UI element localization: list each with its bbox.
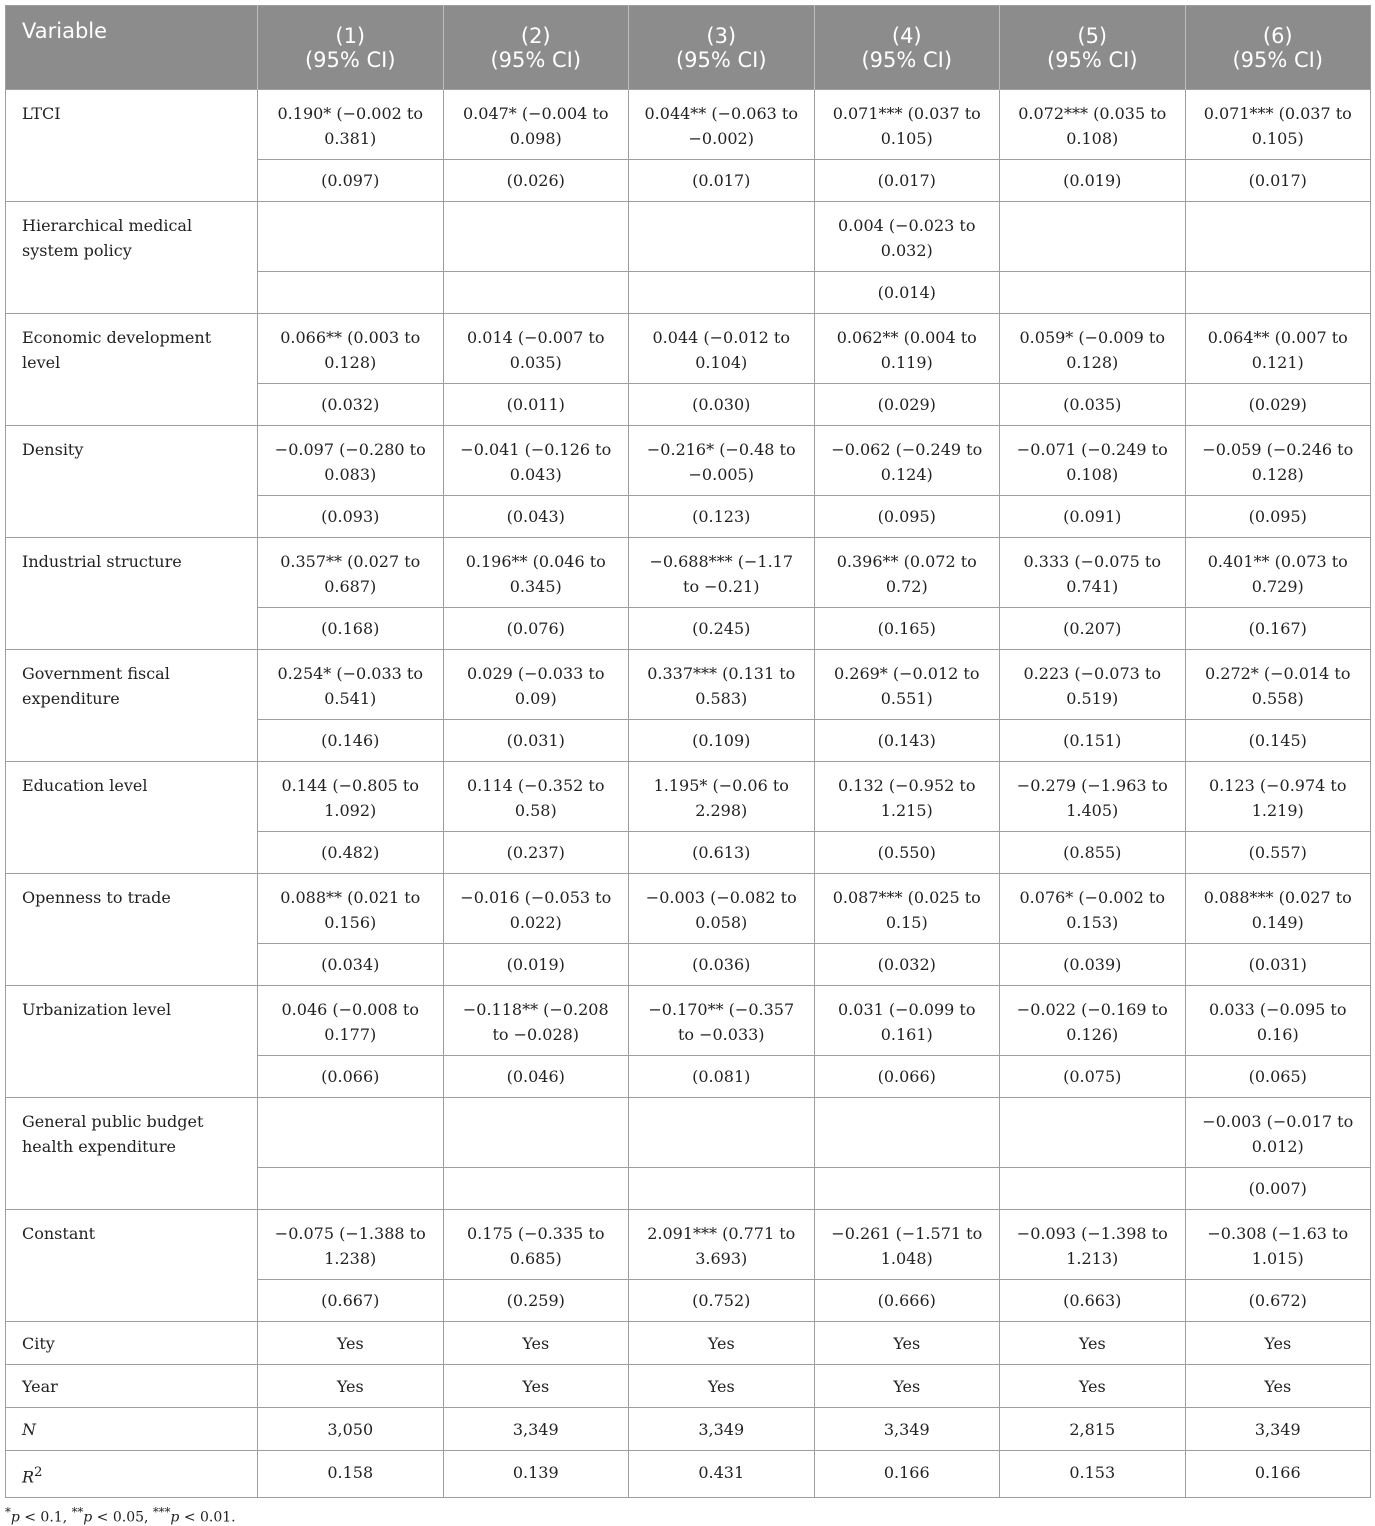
table-row bbox=[6, 650, 1371, 720]
value-cell: Yes bbox=[814, 1365, 1000, 1408]
std-error-cell: (0.035) bbox=[1000, 384, 1186, 426]
coefficient-cell: 0.044** (−0.063 to −0.002) bbox=[629, 90, 815, 160]
coefficient-cell: 0.190* (−0.002 to 0.381) bbox=[258, 90, 444, 160]
std-error-cell: (0.036) bbox=[629, 944, 815, 986]
coefficient-cell: 0.071*** (0.037 to 0.105) bbox=[1185, 90, 1371, 160]
value-cell: Yes bbox=[1000, 1322, 1186, 1365]
std-error-cell: (0.143) bbox=[814, 720, 1000, 762]
std-error-cell: (0.109) bbox=[629, 720, 815, 762]
variable-label: Urbanization level bbox=[6, 986, 258, 1098]
coefficient-cell: 0.031 (−0.099 to 0.161) bbox=[814, 986, 1000, 1056]
row-label-text: Year bbox=[22, 1377, 58, 1396]
std-error-cell: (0.167) bbox=[1185, 608, 1371, 650]
coefficient-cell: 0.059* (−0.009 to 0.128) bbox=[1000, 314, 1186, 384]
coefficient-cell: 0.269* (−0.012 to 0.551) bbox=[814, 650, 1000, 720]
value-cell: 0.139 bbox=[443, 1451, 629, 1498]
coefficient-cell: −0.216* (−0.48 to −0.005) bbox=[629, 426, 815, 496]
std-error-cell bbox=[814, 1168, 1000, 1210]
std-error-cell: (0.031) bbox=[443, 720, 629, 762]
coefficient-cell: −0.041 (−0.126 to 0.043) bbox=[443, 426, 629, 496]
std-error-cell: (0.007) bbox=[1185, 1168, 1371, 1210]
variable-label: Industrial structure bbox=[6, 538, 258, 650]
std-error-cell bbox=[629, 272, 815, 314]
coefficient-cell: 0.088** (0.021 to 0.156) bbox=[258, 874, 444, 944]
coefficient-cell: 0.144 (−0.805 to 1.092) bbox=[258, 762, 444, 832]
coefficient-cell: −0.071 (−0.249 to 0.108) bbox=[1000, 426, 1186, 496]
coefficient-cell: 0.401** (0.073 to 0.729) bbox=[1185, 538, 1371, 608]
variable-label: General public budget health expenditure bbox=[6, 1098, 258, 1210]
std-error-cell: (0.046) bbox=[443, 1056, 629, 1098]
coefficient-cell: 0.337*** (0.131 to 0.583) bbox=[629, 650, 815, 720]
coefficient-cell: −0.170** (−0.357 to −0.033) bbox=[629, 986, 815, 1056]
coefficient-cell: 0.333 (−0.075 to 0.741) bbox=[1000, 538, 1186, 608]
value-cell: Yes bbox=[629, 1322, 815, 1365]
value-cell: Yes bbox=[443, 1322, 629, 1365]
table-header bbox=[6, 6, 1371, 90]
header-col-2: (2) (95% CI) bbox=[443, 6, 629, 90]
std-error-cell: (0.043) bbox=[443, 496, 629, 538]
header-variable: Variable bbox=[6, 6, 258, 90]
value-cell: 0.166 bbox=[1185, 1451, 1371, 1498]
table-row bbox=[6, 538, 1371, 608]
coefficient-cell: 0.046 (−0.008 to 0.177) bbox=[258, 986, 444, 1056]
std-error-cell: (0.019) bbox=[1000, 160, 1186, 202]
coefficient-cell: 1.195* (−0.06 to 2.298) bbox=[629, 762, 815, 832]
std-error-cell: (0.482) bbox=[258, 832, 444, 874]
coefficient-cell: 0.088*** (0.027 to 0.149) bbox=[1185, 874, 1371, 944]
regression-table bbox=[5, 5, 1371, 1498]
header-col-5: (5) (95% CI) bbox=[1000, 6, 1186, 90]
std-error-cell bbox=[258, 272, 444, 314]
table-row bbox=[6, 1408, 1371, 1451]
table-body bbox=[6, 90, 1371, 1498]
std-error-cell: (0.031) bbox=[1185, 944, 1371, 986]
coefficient-cell bbox=[443, 1098, 629, 1168]
coefficient-cell: 0.064** (0.007 to 0.121) bbox=[1185, 314, 1371, 384]
variable-label: Openness to trade bbox=[6, 874, 258, 986]
coefficient-cell: −0.097 (−0.280 to 0.083) bbox=[258, 426, 444, 496]
std-error-cell: (0.752) bbox=[629, 1280, 815, 1322]
std-error-cell: (0.672) bbox=[1185, 1280, 1371, 1322]
value-cell: 3,349 bbox=[443, 1408, 629, 1451]
row-label bbox=[6, 1322, 258, 1365]
coefficient-cell: −0.118** (−0.208 to −0.028) bbox=[443, 986, 629, 1056]
coefficient-cell: 0.072*** (0.035 to 0.108) bbox=[1000, 90, 1186, 160]
std-error-cell: (0.666) bbox=[814, 1280, 1000, 1322]
variable-label: LTCI bbox=[6, 90, 258, 202]
std-error-cell: (0.123) bbox=[629, 496, 815, 538]
coefficient-cell: 0.223 (−0.073 to 0.519) bbox=[1000, 650, 1186, 720]
std-error-cell: (0.032) bbox=[258, 384, 444, 426]
value-cell: 0.166 bbox=[814, 1451, 1000, 1498]
std-error-cell bbox=[1000, 1168, 1186, 1210]
coefficient-cell: 0.114 (−0.352 to 0.58) bbox=[443, 762, 629, 832]
row-label-sup: 2 bbox=[34, 1465, 43, 1480]
coefficient-cell: 0.254* (−0.033 to 0.541) bbox=[258, 650, 444, 720]
std-error-cell: (0.095) bbox=[814, 496, 1000, 538]
std-error-cell: (0.550) bbox=[814, 832, 1000, 874]
coefficient-cell: −0.022 (−0.169 to 0.126) bbox=[1000, 986, 1186, 1056]
coefficient-cell: 0.132 (−0.952 to 1.215) bbox=[814, 762, 1000, 832]
std-error-cell: (0.039) bbox=[1000, 944, 1186, 986]
variable-label: Density bbox=[6, 426, 258, 538]
row-label-text: City bbox=[22, 1334, 55, 1353]
std-error-cell: (0.011) bbox=[443, 384, 629, 426]
value-cell: 0.431 bbox=[629, 1451, 815, 1498]
std-error-cell: (0.245) bbox=[629, 608, 815, 650]
coefficient-cell: 0.076* (−0.002 to 0.153) bbox=[1000, 874, 1186, 944]
coefficient-cell bbox=[1185, 202, 1371, 272]
coefficient-cell bbox=[629, 202, 815, 272]
table-row bbox=[6, 1365, 1371, 1408]
coefficient-cell: 0.044 (−0.012 to 0.104) bbox=[629, 314, 815, 384]
coefficient-cell: −0.059 (−0.246 to 0.128) bbox=[1185, 426, 1371, 496]
row-label bbox=[6, 1408, 258, 1451]
std-error-cell: (0.237) bbox=[443, 832, 629, 874]
std-error-cell: (0.029) bbox=[1185, 384, 1371, 426]
value-cell: 0.158 bbox=[258, 1451, 444, 1498]
std-error-cell: (0.030) bbox=[629, 384, 815, 426]
std-error-cell bbox=[443, 1168, 629, 1210]
variable-label: Hierarchical medical system policy bbox=[6, 202, 258, 314]
coefficient-cell: 0.062** (0.004 to 0.119) bbox=[814, 314, 1000, 384]
coefficient-cell: −0.279 (−1.963 to 1.405) bbox=[1000, 762, 1186, 832]
table-row bbox=[6, 1451, 1371, 1498]
std-error-cell: (0.019) bbox=[443, 944, 629, 986]
coefficient-cell: 0.047* (−0.004 to 0.098) bbox=[443, 90, 629, 160]
std-error-cell: (0.207) bbox=[1000, 608, 1186, 650]
table-row bbox=[6, 314, 1371, 384]
table-row bbox=[6, 90, 1371, 160]
coefficient-cell: 0.033 (−0.095 to 0.16) bbox=[1185, 986, 1371, 1056]
std-error-cell: (0.066) bbox=[814, 1056, 1000, 1098]
coefficient-cell: −0.308 (−1.63 to 1.015) bbox=[1185, 1210, 1371, 1280]
table-row bbox=[6, 762, 1371, 832]
std-error-cell bbox=[258, 1168, 444, 1210]
value-cell: Yes bbox=[1185, 1365, 1371, 1408]
coefficient-cell: 0.175 (−0.335 to 0.685) bbox=[443, 1210, 629, 1280]
std-error-cell: (0.146) bbox=[258, 720, 444, 762]
coefficient-cell: −0.093 (−1.398 to 1.213) bbox=[1000, 1210, 1186, 1280]
coefficient-cell: 2.091*** (0.771 to 3.693) bbox=[629, 1210, 815, 1280]
std-error-cell: (0.091) bbox=[1000, 496, 1186, 538]
value-cell: 3,349 bbox=[629, 1408, 815, 1451]
row-label bbox=[6, 1365, 258, 1408]
std-error-cell: (0.066) bbox=[258, 1056, 444, 1098]
coefficient-cell: 0.071*** (0.037 to 0.105) bbox=[814, 90, 1000, 160]
coefficient-cell: −0.003 (−0.017 to 0.012) bbox=[1185, 1098, 1371, 1168]
std-error-cell: (0.093) bbox=[258, 496, 444, 538]
std-error-cell: (0.151) bbox=[1000, 720, 1186, 762]
coefficient-cell bbox=[1000, 1098, 1186, 1168]
std-error-cell: (0.076) bbox=[443, 608, 629, 650]
header-col-1: (1) (95% CI) bbox=[258, 6, 444, 90]
std-error-cell: (0.017) bbox=[814, 160, 1000, 202]
std-error-cell bbox=[629, 1168, 815, 1210]
header-col-3: (3) (95% CI) bbox=[629, 6, 815, 90]
value-cell: Yes bbox=[814, 1322, 1000, 1365]
std-error-cell: (0.165) bbox=[814, 608, 1000, 650]
std-error-cell bbox=[443, 272, 629, 314]
std-error-cell bbox=[1000, 272, 1186, 314]
std-error-cell: (0.259) bbox=[443, 1280, 629, 1322]
coefficient-cell: 0.196** (0.046 to 0.345) bbox=[443, 538, 629, 608]
std-error-cell: (0.026) bbox=[443, 160, 629, 202]
value-cell: 3,050 bbox=[258, 1408, 444, 1451]
coefficient-cell: −0.688*** (−1.17 to −0.21) bbox=[629, 538, 815, 608]
coefficient-cell bbox=[1000, 202, 1186, 272]
value-cell: Yes bbox=[1185, 1322, 1371, 1365]
std-error-cell bbox=[1185, 272, 1371, 314]
table-row bbox=[6, 874, 1371, 944]
std-error-cell: (0.145) bbox=[1185, 720, 1371, 762]
std-error-cell: (0.667) bbox=[258, 1280, 444, 1322]
std-error-cell: (0.029) bbox=[814, 384, 1000, 426]
footnote: *p < 0.1, **p < 0.05, ***p < 0.01. bbox=[5, 1505, 236, 1526]
variable-label: Constant bbox=[6, 1210, 258, 1322]
std-error-cell: (0.032) bbox=[814, 944, 1000, 986]
coefficient-cell: −0.016 (−0.053 to 0.022) bbox=[443, 874, 629, 944]
value-cell: 2,815 bbox=[1000, 1408, 1186, 1451]
value-cell: Yes bbox=[1000, 1365, 1186, 1408]
coefficient-cell: 0.123 (−0.974 to 1.219) bbox=[1185, 762, 1371, 832]
value-cell: 3,349 bbox=[814, 1408, 1000, 1451]
header-col-4: (4) (95% CI) bbox=[814, 6, 1000, 90]
coefficient-cell: −0.062 (−0.249 to 0.124) bbox=[814, 426, 1000, 496]
header-col-6: (6) (95% CI) bbox=[1185, 6, 1371, 90]
std-error-cell: (0.017) bbox=[1185, 160, 1371, 202]
value-cell: Yes bbox=[443, 1365, 629, 1408]
coefficient-cell bbox=[258, 1098, 444, 1168]
table-row bbox=[6, 202, 1371, 272]
std-error-cell: (0.855) bbox=[1000, 832, 1186, 874]
std-error-cell: (0.017) bbox=[629, 160, 815, 202]
value-cell: Yes bbox=[258, 1365, 444, 1408]
std-error-cell: (0.034) bbox=[258, 944, 444, 986]
value-cell: Yes bbox=[629, 1365, 815, 1408]
value-cell: 0.153 bbox=[1000, 1451, 1186, 1498]
std-error-cell: (0.075) bbox=[1000, 1056, 1186, 1098]
std-error-cell: (0.557) bbox=[1185, 832, 1371, 874]
variable-label: Education level bbox=[6, 762, 258, 874]
coefficient-cell: 0.357** (0.027 to 0.687) bbox=[258, 538, 444, 608]
row-label bbox=[6, 1451, 258, 1498]
table-row bbox=[6, 1322, 1371, 1365]
coefficient-cell bbox=[629, 1098, 815, 1168]
row-label-text: N bbox=[22, 1420, 36, 1439]
coefficient-cell: 0.396** (0.072 to 0.72) bbox=[814, 538, 1000, 608]
coefficient-cell bbox=[443, 202, 629, 272]
row-label-text: R bbox=[22, 1467, 35, 1487]
coefficient-cell bbox=[814, 1098, 1000, 1168]
variable-label: Government fiscal expenditure bbox=[6, 650, 258, 762]
coefficient-cell: 0.004 (−0.023 to 0.032) bbox=[814, 202, 1000, 272]
std-error-cell: (0.081) bbox=[629, 1056, 815, 1098]
value-cell: Yes bbox=[258, 1322, 444, 1365]
table-row bbox=[6, 986, 1371, 1056]
std-error-cell: (0.014) bbox=[814, 272, 1000, 314]
regression-table-container bbox=[5, 5, 1370, 1526]
coefficient-cell: 0.029 (−0.033 to 0.09) bbox=[443, 650, 629, 720]
std-error-cell: (0.097) bbox=[258, 160, 444, 202]
value-cell: 3,349 bbox=[1185, 1408, 1371, 1451]
std-error-cell: (0.663) bbox=[1000, 1280, 1186, 1322]
std-error-cell: (0.095) bbox=[1185, 496, 1371, 538]
table-row bbox=[6, 1210, 1371, 1280]
std-error-cell: (0.065) bbox=[1185, 1056, 1371, 1098]
coefficient-cell: 0.272* (−0.014 to 0.558) bbox=[1185, 650, 1371, 720]
std-error-cell: (0.613) bbox=[629, 832, 815, 874]
coefficient-cell: −0.003 (−0.082 to 0.058) bbox=[629, 874, 815, 944]
table-row bbox=[6, 1098, 1371, 1168]
coefficient-cell: 0.014 (−0.007 to 0.035) bbox=[443, 314, 629, 384]
coefficient-cell: −0.075 (−1.388 to 1.238) bbox=[258, 1210, 444, 1280]
coefficient-cell: −0.261 (−1.571 to 1.048) bbox=[814, 1210, 1000, 1280]
coefficient-cell bbox=[258, 202, 444, 272]
coefficient-cell: 0.066** (0.003 to 0.128) bbox=[258, 314, 444, 384]
std-error-cell: (0.168) bbox=[258, 608, 444, 650]
variable-label: Economic development level bbox=[6, 314, 258, 426]
table-row bbox=[6, 426, 1371, 496]
coefficient-cell: 0.087*** (0.025 to 0.15) bbox=[814, 874, 1000, 944]
